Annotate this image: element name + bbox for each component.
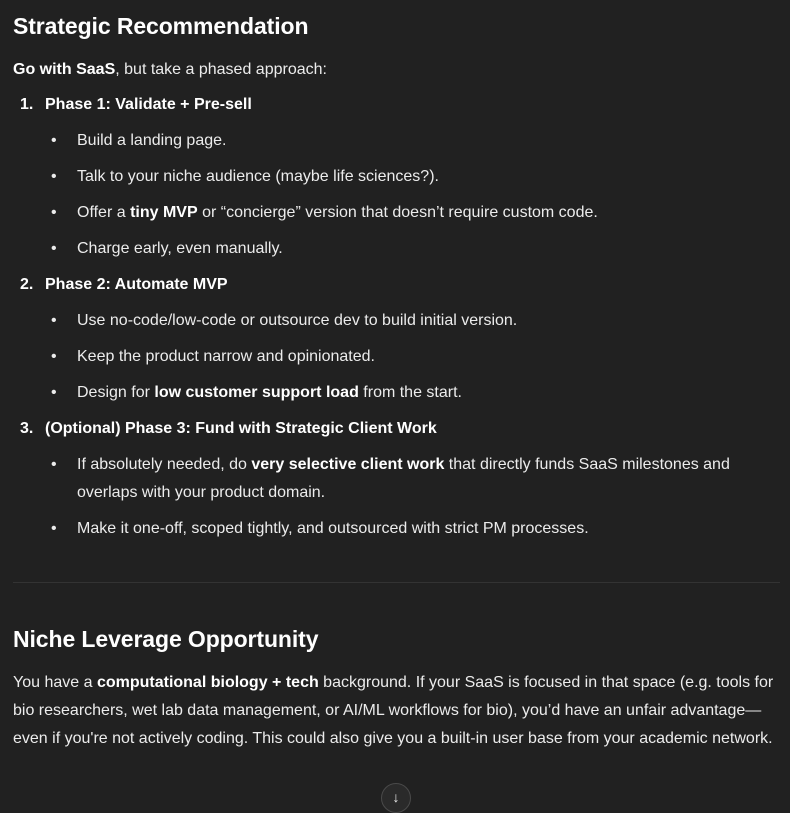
intro-bold: Go with SaaS [13, 61, 116, 78]
scroll-to-bottom-button[interactable] [381, 783, 411, 813]
list-item: • Offer a tiny MVP or “concierge” version that doesn’t require custom code. [51, 199, 771, 227]
bullet-icon: • [51, 312, 57, 329]
niche-paragraph: You have a computational biology + tech background. If your SaaS is focused in that space (e.g. tools for bio researchers, wet lab data management, or AI/ML workflows for bio), you’d have an unfair advantage—even if you're not actively coding. This could also give you a built-in user base from your academic network. [13, 674, 774, 747]
bullet-icon: • [51, 168, 57, 185]
list-item: • If absolutely needed, do very selective client work that directly funds SaaS milestones and overlaps with your product domain. [51, 451, 751, 507]
section-heading-niche: Niche Leverage Opportunity [13, 626, 319, 652]
intro-rest: , but take a phased approach: [115, 61, 327, 78]
section-heading-strategic: Strategic Recommendation [13, 13, 309, 39]
list-item: • Build a landing page. [51, 127, 771, 155]
arrow-down-icon: ↓ [392, 789, 400, 805]
list-item: • Make it one-off, scoped tightly, and outsourced with strict PM processes. [51, 515, 771, 543]
section-divider [13, 582, 780, 583]
bullet-icon: • [51, 384, 57, 401]
list-item: • Charge early, even manually. [51, 235, 771, 263]
bullet-icon: • [51, 348, 57, 365]
intro-paragraph [13, 59, 327, 81]
list-item: • Keep the product narrow and opinionated. [51, 343, 771, 371]
bullet-icon: • [51, 132, 57, 149]
phase-1-title: 1. Phase 1: Validate + Pre-sell [20, 96, 252, 113]
list-item: • Talk to your niche audience (maybe life sciences?). [51, 163, 771, 191]
bullet-icon: • [51, 456, 57, 473]
bullet-icon: • [51, 520, 57, 537]
phase-3-title: 3. (Optional) Phase 3: Fund with Strategic Client Work [20, 420, 437, 437]
bullet-icon: • [51, 204, 57, 221]
bullet-icon: • [51, 240, 57, 257]
phase-2-title: 2. Phase 2: Automate MVP [20, 276, 228, 293]
list-item: • Use no-code/low-code or outsource dev to build initial version. [51, 307, 771, 335]
list-item: • Design for low customer support load from the start. [51, 379, 771, 407]
